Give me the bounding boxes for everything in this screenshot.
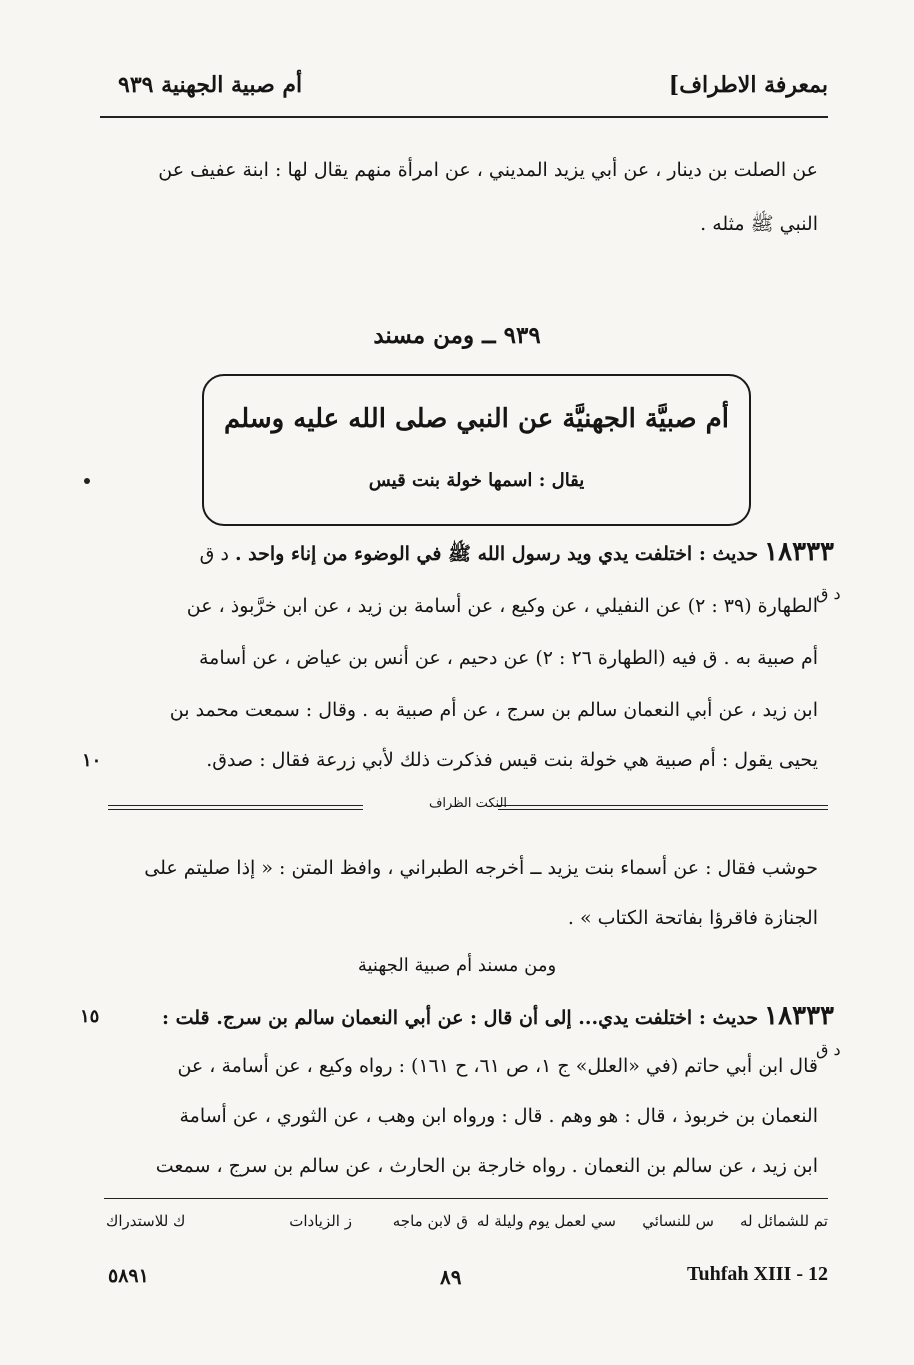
sub-heading: ومن مسند أم صبية الجهنية	[357, 955, 557, 976]
intro-line-1: عن الصلت بن دينار ، عن أبي يزيد المديني ، عن امرأة منهم يقال لها : ابنة عفيف عن	[158, 159, 818, 181]
page-number: ٨٩	[440, 1265, 462, 1289]
entry2-line-2: قال ابن أبي حاتم (في «العلل» ج ١، ص ٦١، ح ١٦١) : رواه وكيع ، عن أسامة ، عن	[177, 1055, 818, 1077]
nukat-line-1: حوشب فقال : عن أسماء بنت يزيد ــ أخرجه الطبراني ، وافظ المتن : « إذا صليتم على	[144, 857, 818, 879]
entry2-number: ١٨٣٣٣	[764, 1001, 834, 1031]
entry2-line-1	[94, 1001, 834, 1031]
entry2-line-4: ابن زيد ، عن سالم بن النعمان . رواه خارجة بن الحارث ، عن سالم بن سرج ، سمعت	[155, 1155, 818, 1177]
entry1-line-1	[94, 537, 834, 567]
footnote-rule	[104, 1198, 828, 1199]
entry1-line-3: أم صبية به . ق فيه (الطهارة ٢٦ : ٢) عن دحيم ، عن أنس بن عياض ، عن أسامة	[198, 647, 818, 669]
entry2-line-3: النعمان بن خربوذ ، قال : هو وهم . قال : ورواه ابن وهب ، عن الثوري ، عن أسامة	[179, 1105, 818, 1127]
header-rule	[100, 116, 828, 118]
divider-label: النكت الظراف	[428, 796, 508, 811]
footnote-istidrak: ك للاستدراك	[106, 1212, 186, 1230]
footnote-ibn-majah: ق لابن ماجه	[392, 1212, 468, 1230]
footnote-nasai: س للنسائي	[642, 1212, 714, 1230]
footnote-shamail: تم للشمائل له	[739, 1212, 828, 1230]
musnad-title: أم صبيَّة الجهنيَّة عن النبي صلى الله عليه وسلم	[223, 404, 729, 434]
entry1-line-4: ابن زيد ، عن أبي النعمان سالم بن سرج ، عن أم صبية به . وقال : سمعت محمد بن	[169, 699, 818, 721]
entry1-margin-codes: د ق	[816, 584, 841, 603]
footnote-ziyadat: ز الزيادات	[289, 1212, 352, 1230]
footer-left-number: ٥٨٩١	[108, 1265, 149, 1287]
running-header-right: بمعرفة الاطراف]	[668, 72, 828, 98]
nukat-line-2: الجنازة فاقرؤا بفاتحة الكتاب » .	[567, 907, 818, 929]
entry1-line-number: ١٠	[82, 750, 102, 771]
running-header-left: أم صبية الجهنية ٩٣٩	[118, 72, 303, 98]
nukat-divider	[108, 796, 828, 818]
entry1-line-2: الطهارة (٣٩ : ٢) عن النفيلي ، عن وكيع ، عن أسامة بن زيد ، عن ابن خرَّبوذ ، عن	[186, 595, 818, 617]
entry1-number: ١٨٣٣٣	[764, 537, 834, 567]
musnad-subtitle: يقال : اسمها خولة بنت قيس	[368, 470, 585, 491]
entry1-line-1-codes: د ق	[199, 543, 229, 565]
intro-line-2: النبي ﷺ مثله .	[700, 213, 818, 235]
footer-signature: Tuhfah XIII - 12	[687, 1263, 828, 1285]
section-title: ٩٣٩ ــ ومن مسند	[373, 322, 541, 349]
entry2-line-1-text: حديث : اختلفت يدي... إلى أن قال : عن أبي النعمان سالم بن سرج. قلت :	[161, 1007, 759, 1029]
margin-dot	[84, 478, 90, 484]
footnote-amal: سي لعمل يوم وليلة له	[476, 1212, 616, 1230]
entry2-margin-codes: د ق	[816, 1040, 841, 1059]
entry1-line-5: يحيى يقول : أم صبية هي خولة بنت قيس فذكرت ذلك لأبي زرعة فقال : صدق.	[206, 749, 818, 771]
entry1-line-1-text: حديث : اختلفت يدي ويد رسول الله ﷺ في الوضوء من إناء واحد .	[234, 543, 759, 565]
entry2-line-number: ١٥	[80, 1006, 100, 1027]
musnad-title-box	[202, 374, 751, 526]
